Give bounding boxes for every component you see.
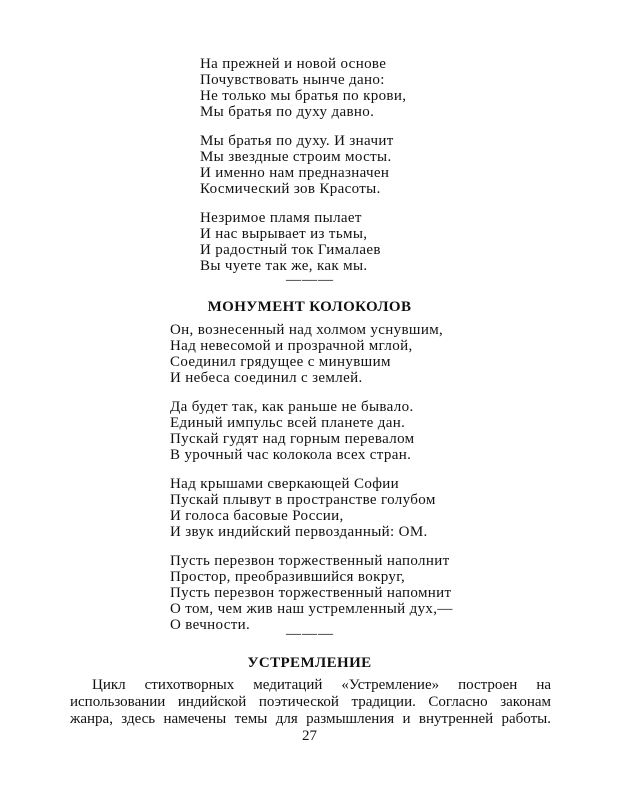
verse-line: Космический зов Красоты. [200, 181, 381, 197]
verse-line: На прежней и новой основе [200, 56, 387, 72]
section-separator: ——— [286, 272, 334, 288]
verse-line: Вы чуете так же, как мы. [200, 258, 368, 274]
verse-line: И голоса басовые России, [170, 508, 344, 524]
poem-title: МОНУМЕНТ КОЛОКОЛОВ [207, 299, 412, 315]
verse-line: И нас вырывает из тьмы, [200, 226, 368, 242]
verse-line: И небеса соединил с землей. [170, 370, 363, 386]
verse-line: Мы звездные строим мосты. [200, 149, 392, 165]
verse-line: Соединил грядущее с минувшим [170, 354, 391, 370]
section-separator: ——— [286, 626, 334, 642]
verse-line: В урочный час колокола всех стран. [170, 447, 412, 463]
verse-line: Мы братья по духу давно. [200, 104, 375, 120]
verse-line: Пусть перезвон торжественный наполнит [170, 553, 450, 569]
section-intro-paragraph [70, 677, 551, 728]
verse-line: Незримое пламя пылает [200, 210, 362, 226]
verse-line: Простор, преобразившийся вокруг, [170, 569, 406, 585]
verse-line: Пускай плывут в пространстве голубом [170, 492, 436, 508]
verse-line: И радостный ток Гималаев [200, 242, 381, 258]
verse-line: Пускай гудят над горным перевалом [170, 431, 415, 447]
paragraph-line: жанра, здесь намечены темы для размышления и внутренней работы. [70, 711, 551, 727]
section-title: УСТРЕМЛЕНИЕ [247, 655, 372, 671]
verse-line: О вечности. [170, 617, 251, 633]
verse-line: Почувствовать нынче дано: [200, 72, 385, 88]
verse-line: И именно нам предназначен [200, 165, 390, 181]
verse-line: Единый импульс всей планете дан. [170, 415, 406, 431]
paragraph-line: Цикл стихотворных медитаций «Устремление» построен на [92, 677, 551, 693]
paragraph-line: использовании индийской поэтической традиции. Согласно законам [70, 694, 551, 710]
verse-line: Над крышами сверкающей Софии [170, 476, 400, 492]
verse-line: Пусть перезвон торжественный напомнит [170, 585, 452, 601]
verse-line: О том, чем жив наш устремленный дух,— [170, 601, 453, 617]
page-number: 27 [302, 728, 317, 744]
verse-line: Над невесомой и прозрачной мглой, [170, 338, 413, 354]
verse-line: Да будет так, как раньше не бывало. [170, 399, 414, 415]
verse-line: Не только мы братья по крови, [200, 88, 407, 104]
verse-line: Мы братья по духу. И значит [200, 133, 394, 149]
verse-line: И звук индийский первозданный: ОМ. [170, 524, 428, 540]
verse-line: Он, вознесенный над холмом уснувшим, [170, 322, 444, 338]
